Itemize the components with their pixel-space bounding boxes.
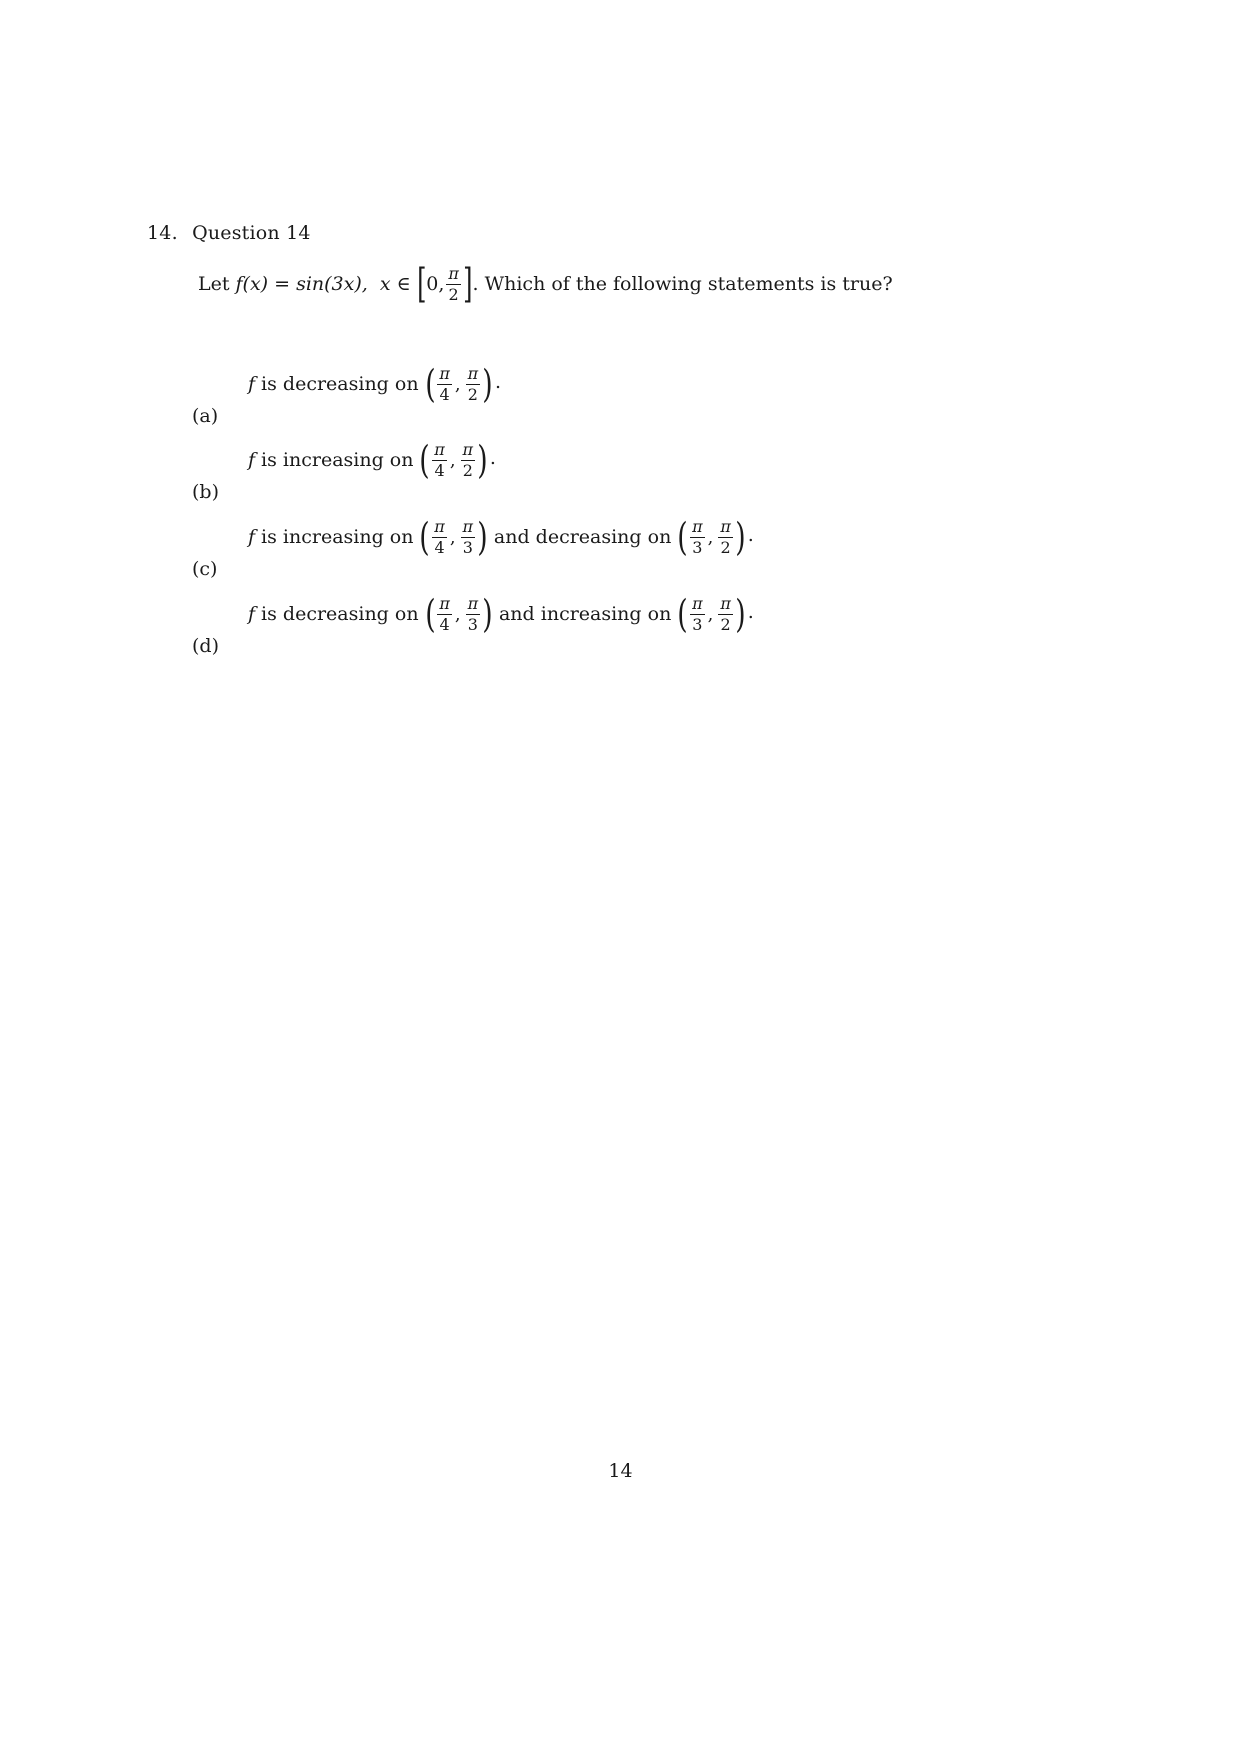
left-paren: ( — [419, 515, 431, 559]
right-paren: ) — [735, 515, 746, 559]
page-number: 14 — [608, 1460, 633, 1482]
option-d[interactable] — [192, 592, 1092, 665]
option-label: (c) — [192, 558, 218, 580]
question-heading — [147, 222, 311, 244]
question-stem — [198, 261, 893, 307]
fraction: $\frac{\pi}{3}$ — [692, 516, 703, 557]
left-paren: ( — [424, 362, 436, 406]
fraction: $\frac{\pi}{3}$ — [467, 593, 479, 634]
fraction: $\frac{\pi}{2}$ — [720, 593, 731, 634]
left-paren: ( — [424, 592, 436, 636]
option-text: f is increasing on ( $\frac{\pi}{4}$ , $\frac{\pi}{2}$ ) . — [248, 438, 496, 482]
option-a[interactable] — [192, 362, 1092, 435]
right-paren: ) — [735, 592, 746, 636]
question-title: Question 14 — [192, 222, 311, 244]
left-paren: ( — [419, 438, 431, 482]
fraction: $\frac{\pi}{2}$ — [467, 363, 479, 404]
option-label: (b) — [192, 481, 219, 503]
interval-start: 0, — [426, 273, 445, 295]
fraction: $\frac{\pi}{2}$ — [462, 439, 474, 480]
left-paren: ( — [677, 515, 688, 559]
right-paren: ) — [477, 438, 488, 482]
fraction: $\frac{\pi}{4}$ — [439, 363, 450, 404]
right-bracket: ] — [463, 261, 473, 307]
fraction: $\frac{\pi}{3}$ — [462, 516, 474, 557]
left-paren: ( — [677, 592, 688, 636]
option-text: f is increasing on ( $\frac{\pi}{4}$ , $\frac{\pi}{3}$ ) and decreasing on ( $\frac{\pi}{3}$ , $\frac{\pi}{2}$ ) . — [248, 515, 754, 559]
fraction: $\frac{\pi}{4}$ — [439, 593, 450, 634]
option-b[interactable] — [192, 438, 1092, 511]
left-bracket: [ — [416, 261, 427, 307]
fraction: $\frac{\pi}{4}$ — [434, 439, 445, 480]
fraction: $\frac{\pi}{2}$ — [720, 516, 731, 557]
fraction: $\frac{\pi}{4}$ — [434, 516, 445, 557]
stem-function: f(x) = sin(3x), — [235, 273, 368, 295]
stem-prefix: Let — [198, 273, 230, 295]
fraction: $\frac{\pi}{3}$ — [692, 593, 703, 634]
stem-suffix: . Which of the following statements is true? — [472, 273, 893, 295]
right-paren: ) — [477, 515, 488, 559]
right-paren: ) — [482, 592, 493, 636]
option-label: (a) — [192, 405, 219, 427]
option-text: f is decreasing on ( $\frac{\pi}{4}$ , $\frac{\pi}{2}$ ) . — [248, 362, 502, 406]
option-c[interactable] — [192, 515, 1092, 588]
option-label: (d) — [192, 635, 219, 657]
stem-variable: x ∈ — [379, 273, 411, 295]
interval-end-fraction: $\frac{\pi}{2}$ — [448, 263, 459, 304]
right-paren: ) — [482, 362, 493, 406]
option-text: f is decreasing on ( $\frac{\pi}{4}$ , $\frac{\pi}{3}$ ) and increasing on ( $\frac{\pi}{3}$ , $\frac{\pi}{2}$ ) . — [248, 592, 754, 636]
question-number: 14. — [147, 222, 178, 244]
